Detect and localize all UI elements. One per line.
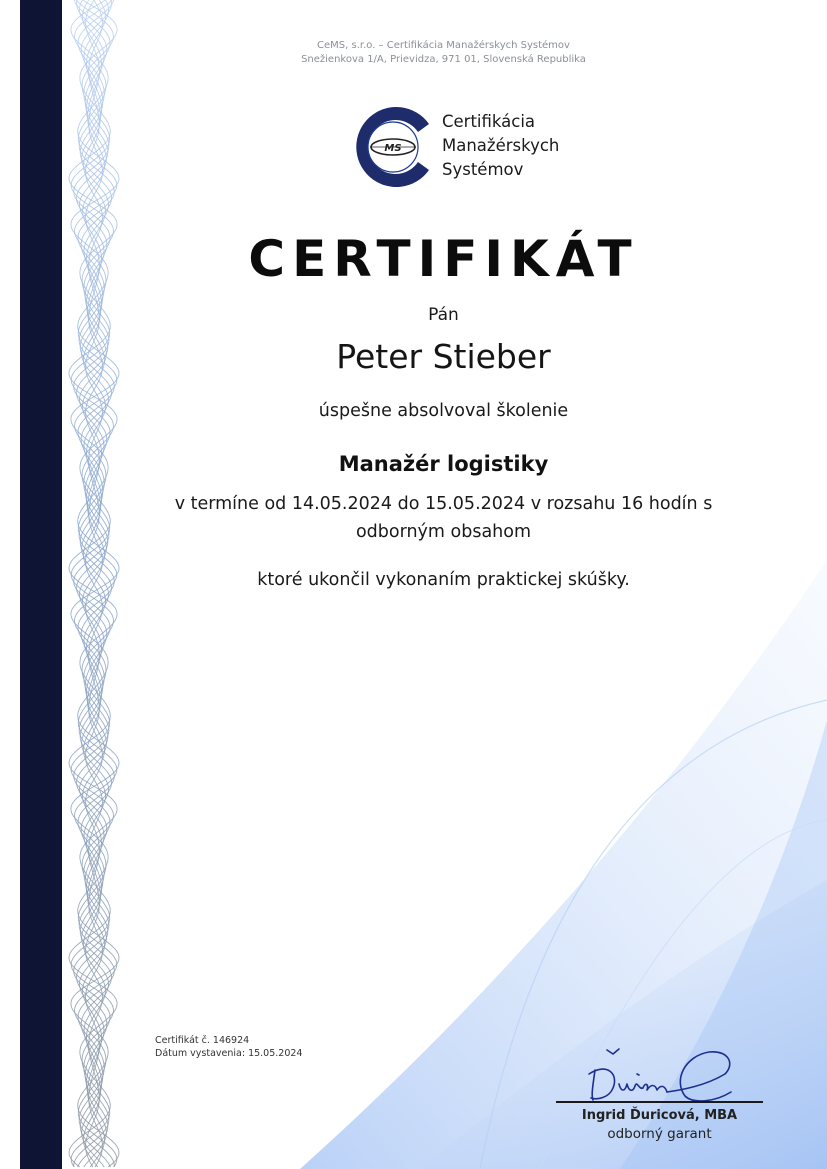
header-line-1: CeMS, s.r.o. – Certifikácia Manažérskych Systémov: [317, 40, 570, 51]
left-margin: [0, 0, 20, 1169]
logo-line-1: Certifikácia: [442, 112, 536, 131]
salutation: Pán: [428, 305, 459, 325]
emblem-text: MS: [384, 143, 402, 154]
exam-text: ktoré ukončil vykonaním praktickej skúšky.: [257, 570, 630, 590]
signature-line: [556, 1101, 763, 1103]
logo-wordmark: [442, 110, 559, 182]
certificate-number: Certifikát č. 146924: [155, 1035, 250, 1046]
completed-text: úspešne absolvoval školenie: [318, 401, 569, 421]
logo-line-2: Manažérskych: [442, 136, 560, 155]
certificate-meta: [155, 1035, 302, 1060]
company-header: [60, 39, 827, 67]
certificate-title: CERTIFIKÁT: [248, 230, 639, 288]
course-name: Manažér logistiky: [338, 452, 549, 476]
period-line-1: v termíne od 14.05.2024 do 15.05.2024 v rozsahu 16 hodín s: [174, 494, 713, 514]
company-logo: [350, 104, 580, 190]
signer-name: Ingrid Ďuricová, MBA: [581, 1108, 738, 1123]
handwritten-signature: [585, 1040, 745, 1106]
issue-date: Dátum vystavenia: 15.05.2024: [155, 1047, 303, 1059]
period-line-2: odborným obsahom: [355, 522, 532, 542]
logo-line-3: Systémov: [442, 160, 524, 179]
signer-role: odborný garant: [607, 1126, 712, 1142]
recipient-name: Peter Stieber: [336, 337, 551, 376]
header-line-2: Snežienkova 1/A, Prievidza, 971 01, Slovenská Republika: [301, 54, 586, 65]
left-band: [20, 0, 62, 1169]
logo-emblem-icon: [350, 104, 440, 190]
